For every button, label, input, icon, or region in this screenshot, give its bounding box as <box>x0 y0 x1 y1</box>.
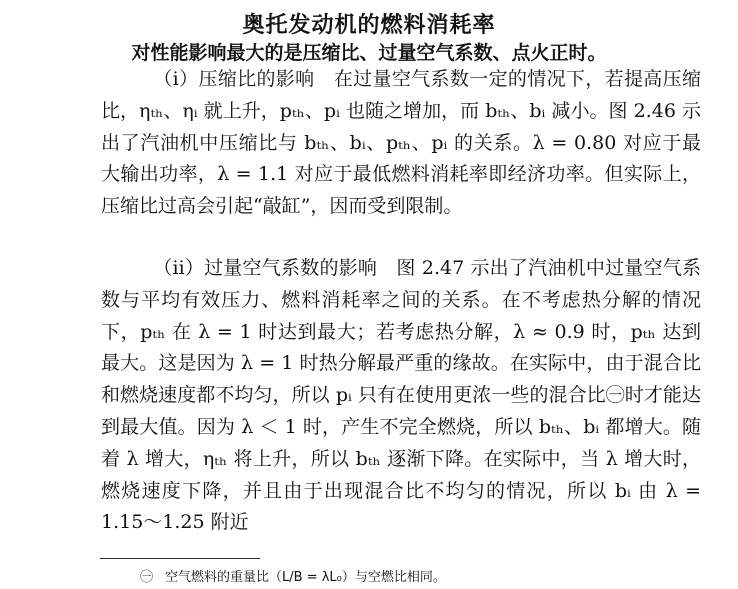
paragraph-excess-air <box>101 253 701 539</box>
page-title: 奥托发动机的燃料消耗率 <box>242 13 496 38</box>
paragraph-compression-ratio <box>101 64 701 223</box>
footnote-mark: ㊀ <box>140 570 154 585</box>
page-subtitle: 对性能影响最大的是压缩比、过量空气系数、点火正时。 <box>131 42 607 64</box>
footnote-divider <box>100 558 260 559</box>
paragraph-text: （ⅱ）过量空气系数的影响 图 2.47 示出了汽油机中过量空气系数与平均有效压力、燃料消耗率之间的关系。在不考虑热分解的情况下，pₜₕ 在 λ = 1 时达到最大；若考虑热分解，λ ≈ 0.9 时，pₜₕ 达到最大。这是因为 λ = 1 时热分解最严重的缘故。在实际中，由于混合比和燃烧速度都不均匀，所以 pᵢ 只有在使用更浓一些的混合比㊀时才能达到最大值。因为 λ ＜ 1 时，产生不完全燃烧，所以 bₜₕ、bᵢ 都增大。随着 λ 增大，ηₜₕ 将上升，所以 bₜₕ 逐渐下降。在实际中，当 λ 增大时，燃烧速度下降，并且由于出现混合比不均匀的情况，所以 bᵢ 由 λ = 1.15～1.25 附近 <box>101 257 701 534</box>
footnote-text: 空气燃料的重量比（L/B = λL₀）与空燃比相同。 <box>165 570 446 585</box>
footnote <box>140 566 446 585</box>
paragraph-text: （ⅰ）压缩比的影响 在过量空气系数一定的情况下，若提高压缩比，ηₜₕ、ηᵢ 就上升，pₜₕ、pᵢ 也随之增加，而 bₜₕ、bᵢ 减小。图 2.46 示出了汽油机中压缩比与 bₜₕ、bᵢ、pₜₕ、pᵢ 的关系。λ = 0.80 对应于最大输出功率，λ = 1.1 对应于最低燃料消耗率即经济功率。但实际上，压缩比过高会引起“敲缸”，因而受到限制。 <box>101 68 701 218</box>
